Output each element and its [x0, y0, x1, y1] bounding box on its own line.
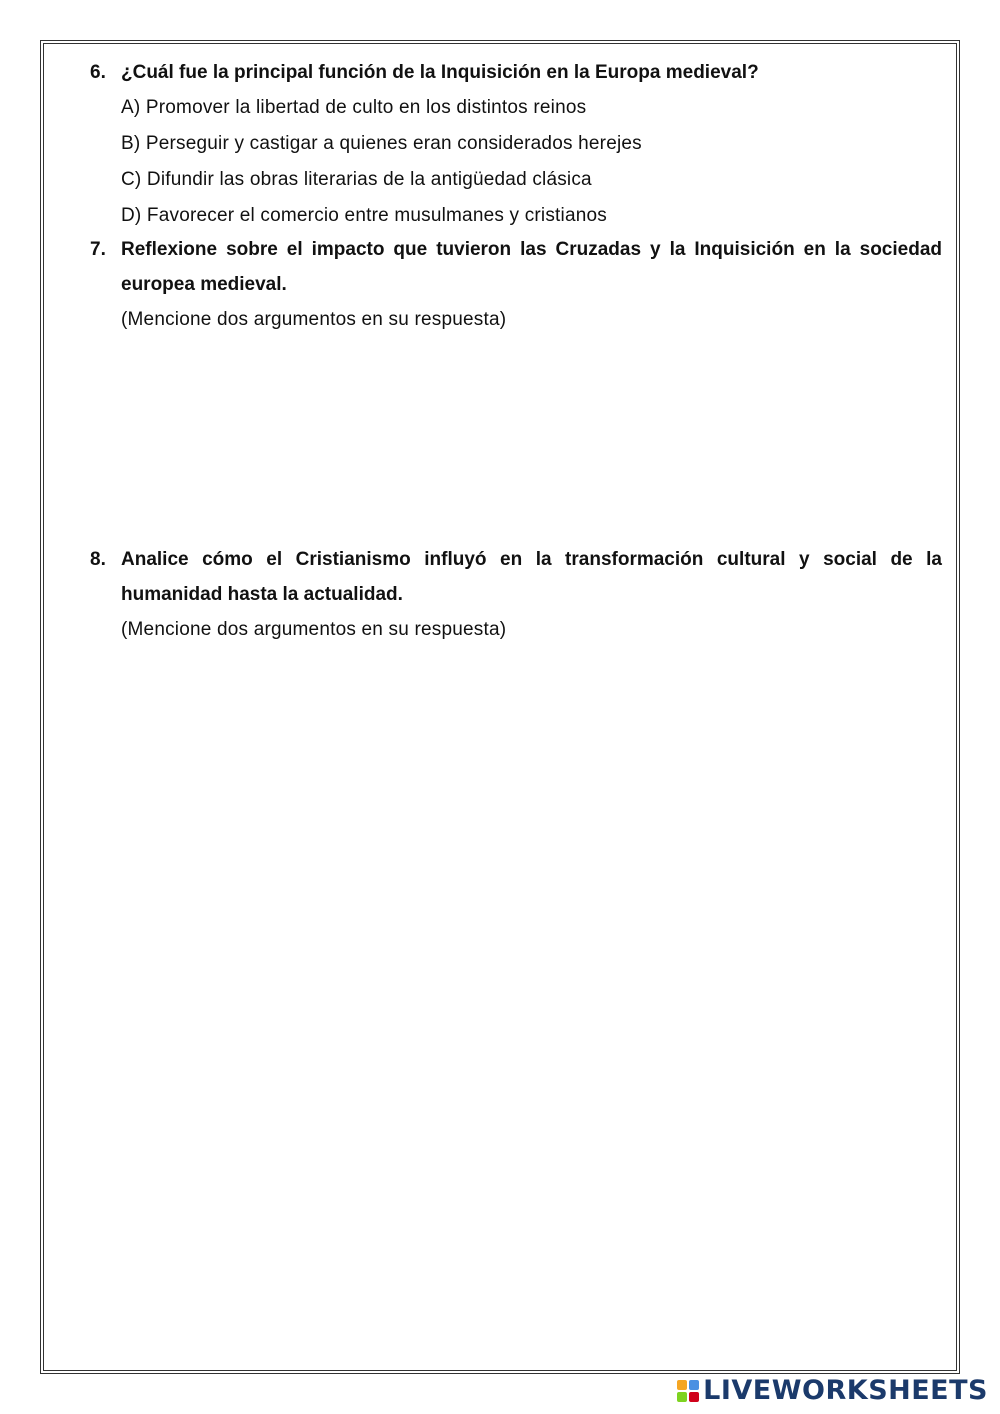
liveworksheets-logo	[677, 1376, 988, 1406]
question-7	[90, 232, 942, 338]
question-8-number: 8.	[90, 549, 106, 570]
question-6-heading	[90, 55, 942, 90]
question-6-option-d[interactable]: D) Favorecer el comercio entre musulmanes y cristianos	[121, 205, 607, 226]
question-6-number: 6.	[90, 62, 106, 83]
question-7-number: 7.	[90, 239, 106, 260]
question-8-heading	[90, 542, 942, 612]
question-7-heading	[90, 232, 942, 302]
question-6-text: ¿Cuál fue la principal función de la Inquisición en la Europa medieval?	[121, 62, 759, 83]
question-7-note: (Mencione dos argumentos en su respuesta)	[121, 309, 507, 330]
logo-square-2	[689, 1380, 699, 1390]
liveworksheets-logo-icon	[677, 1380, 699, 1402]
question-8-note: (Mencione dos argumentos en su respuesta)	[121, 619, 507, 640]
logo-square-4	[689, 1392, 699, 1402]
logo-square-3	[677, 1392, 687, 1402]
question-6-option-c[interactable]: C) Difundir las obras literarias de la antigüedad clásica	[121, 169, 592, 190]
logo-square-1	[677, 1380, 687, 1390]
liveworksheets-logo-text: LIVEWORKSHEETS	[703, 1375, 988, 1406]
question-7-text: Reflexione sobre el impacto que tuvieron las Cruzadas y la Inquisición en la sociedad europea medieval.	[121, 239, 942, 295]
question-8	[90, 542, 942, 648]
question-6-option-a[interactable]: A) Promover la libertad de culto en los distintos reinos	[121, 97, 587, 118]
question-6	[90, 55, 942, 234]
question-8-text: Analice cómo el Cristianismo influyó en la transformación cultural y social de la humanidad hasta la actualidad.	[121, 549, 942, 605]
question-6-option-b[interactable]: B) Perseguir y castigar a quienes eran considerados herejes	[121, 133, 642, 154]
